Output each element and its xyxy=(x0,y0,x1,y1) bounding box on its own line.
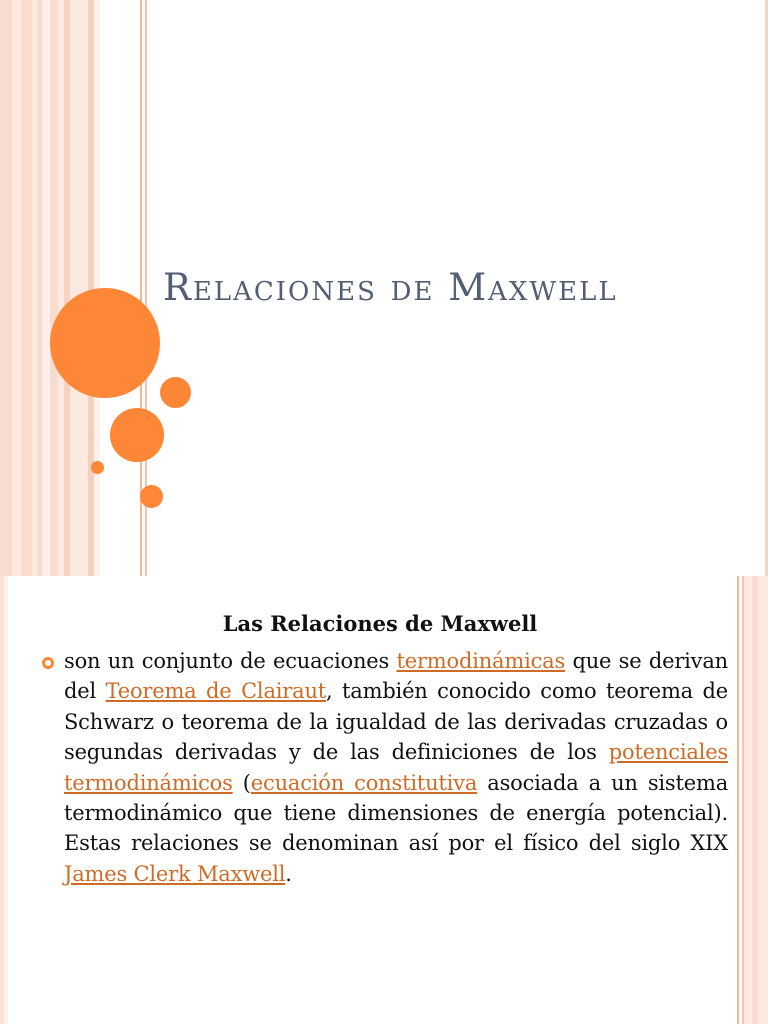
decorative-stripe xyxy=(22,0,32,576)
decorative-stripe xyxy=(42,0,50,576)
bullet-paragraph xyxy=(64,646,728,889)
paragraph-text: ( xyxy=(232,770,251,795)
slide-title: Relaciones de Maxwell xyxy=(163,266,618,309)
decorative-stripe xyxy=(50,0,58,576)
link-ecuacion-constitutiva[interactable]: ecuación constitutiva xyxy=(250,770,478,795)
large-orange-circle xyxy=(50,288,160,398)
small-orange-circle xyxy=(140,485,163,508)
decorative-stripe xyxy=(744,576,752,1024)
decorative-stripe xyxy=(758,576,768,1024)
paragraph-text: son un conjunto de ecuaciones xyxy=(64,649,397,673)
paragraph-text: . xyxy=(285,861,292,886)
paragraph-text: asociada a un sistema termodinámico que tiene dimensiones de energía potencial). Estas relaciones se denominan así por el físico del siglo XIX xyxy=(64,770,729,856)
medium-orange-circle xyxy=(110,408,164,462)
link-teorema-de-clairaut[interactable]: Teorema de Clairaut xyxy=(105,679,327,704)
slide-heading: Las Relaciones de Maxwell xyxy=(222,611,538,636)
decorative-stripe xyxy=(0,0,12,576)
content-slide xyxy=(0,576,768,1024)
vertical-rule xyxy=(737,576,739,1024)
paragraph-text: , también conocido como teorema de Schwarz o teorema de la igualdad de las derivadas cruzadas o segundas derivadas y de las definiciones de los xyxy=(64,679,728,765)
decorative-stripe xyxy=(70,0,88,576)
decorative-stripe xyxy=(12,0,22,576)
decorative-stripe xyxy=(4,576,8,1024)
tiny-orange-circle xyxy=(91,461,104,474)
link-james-clerk-maxwell[interactable]: James Clerk Maxwell xyxy=(64,861,286,886)
hollow-circle-bullet-icon xyxy=(42,657,54,669)
link-potenciales-termodinamicos[interactable]: potenciales termodinámicos xyxy=(64,740,728,795)
small-orange-circle xyxy=(160,377,191,408)
link-termodinamicas[interactable]: termodinámicas xyxy=(396,649,566,673)
paragraph-text: que se derivan del xyxy=(64,649,728,704)
